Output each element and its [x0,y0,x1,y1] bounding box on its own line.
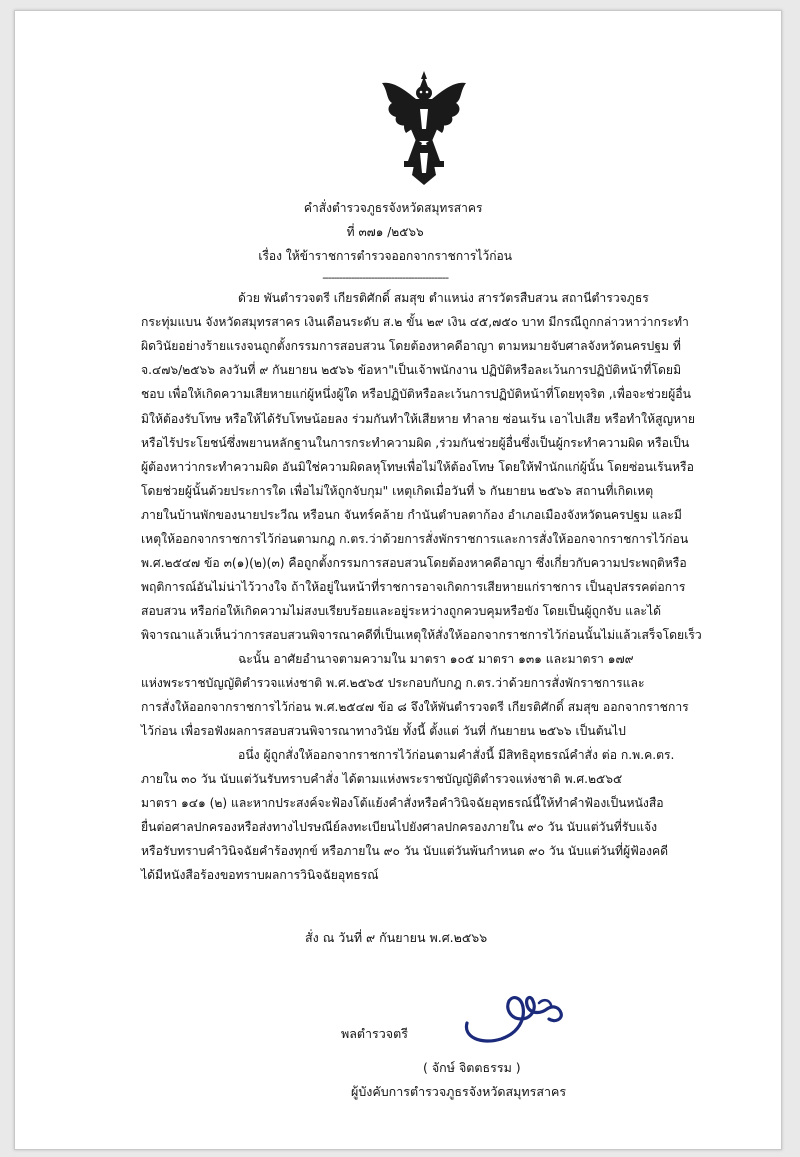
body-line: ไว้ก่อน เพื่อรอฟังผลการสอบสวนพิจารณาทางวินัย ทั้งนี้ ตั้งแต่ วันที่ กันยายน ๒๕๖๖ เป็นต้นไป [141,724,626,738]
body-line: แห่งพระราชบัญญัติตำรวจแห่งชาติ พ.ศ.๒๕๖๕ ประกอบกับกฎ ก.ตร.ว่าด้วยการสั่งพักราชการและ [141,676,645,690]
body-line: อนึ่ง ผู้ถูกสั่งให้ออกจากราชการไว้ก่อนตามคำสั่งนี้ มีสิทธิอุทธรณ์คำสั่ง ต่อ ก.พ.ค.ตร. [238,748,675,762]
body-line: มิให้ต้องรับโทษ หรือให้ได้รับโทษน้อยลง ร่วมกันทำให้เสียหาย ทำลาย ซ่อนเร้น เอาไปเสีย หรือทำให้สูญหาย [141,412,695,426]
body-line: เหตุให้ออกจากราชการไว้ก่อนตามกฎ ก.ตร.ว่าด้วยการสั่งพักราชการและการสั่งให้ออกจากราชการไว้ก่อน [141,532,689,546]
body-line: โดยช่วยผู้นั้นด้วยประการใด เพื่อไม่ให้ถูกจับกุม" เหตุเกิดเมื่อวันที่ ๖ กันยายน ๒๕๖๖ สถานที่เกิดเหตุ [141,484,654,498]
signer-rank: พลตำรวจตรี [341,1026,408,1041]
body-line: ได้มีหนังสือร้องขอทราบผลการวินิจฉัยอุทธรณ์ [141,868,379,882]
document-page [14,10,782,1150]
signer-position: ผู้บังคับการตำรวจภูธรจังหวัดสมุทรสาคร [351,1084,567,1099]
garuda-emblem-icon [378,69,470,189]
body-line: จ.๔๗๖/๒๕๖๖ ลงวันที่ ๙ กันยายน ๒๕๖๖ ข้อหา"เป็นเจ้าพนักงาน ปฏิบัติหรือละเว้นการปฏิบัติหน้าที่โดยมิ [141,363,682,377]
body-line: ผู้ต้องหาว่ากระทำความผิด อันมิใช่ความผิดลหุโทษเพื่อไม่ให้ต้องโทษ โดยให้พำนักแก่ผู้นั้น โดยซ่อนเร้นหรือ [141,460,694,474]
body-line: ภายใน ๓๐ วัน นับแต่วันรับทราบคำสั่ง ได้ตามแห่งพระราชบัญญัติตำรวจแห่งชาติ พ.ศ.๒๕๖๕ [141,772,623,786]
body-line: ผิดวินัยอย่างร้ายแรงจนถูกตั้งกรรมการสอบสวน โดยต้องหาคดีอาญา ตามหมายจับศาลจังหวัดนครปฐม ที่ [141,339,681,353]
body-line: ยื่นต่อศาลปกครองหรือส่งทางไปรษณีย์ลงทะเบียนไปยังศาลปกครองภายใน ๙๐ วัน นับแต่วันที่รับแจ้ง [141,820,658,834]
order-subject: เรื่อง ให้ข้าราชการตำรวจออกจากราชการไว้ก่อน [258,248,513,263]
handwritten-signature-icon [461,989,567,1047]
body-line: พิจารณาแล้วเห็นว่าการสอบสวนพิจารณาคดีที่เป็นเหตุให้สั่งให้ออกจากราชการไว้ก่อนนั้นไม่แล้วเสร็จโดยเร็ว [141,628,702,642]
order-title: คำสั่งตำรวจภูธรจังหวัดสมุทรสาคร [303,200,483,215]
body-line: กระทุ่มแบน จังหวัดสมุทรสาคร เงินเดือนระดับ ส.๒ ขั้น ๒๙ เงิน ๔๕,๗๕๐ บาท มีกรณีถูกกล่าวหาว่ากระทำ [141,315,689,329]
body-line: หรือไร้ประโยชน์ซึ่งพยานหลักฐานในการกระทำความผิด ,ร่วมกันช่วยผู้อื่นซึ่งเป็นผู้กระทำความผิด หรือเป็น [141,436,690,450]
body-line: สอบสวน หรือก่อให้เกิดความไม่สงบเรียบร้อยและอยู่ระหว่างถูกควบคุมหรือขัง โดยเป็นผู้ถูกจับ และได้ [141,604,662,618]
body-line: ฉะนั้น อาศัยอำนาจตามความใน มาตรา ๑๐๕ มาตรา ๑๓๑ และมาตรา ๑๗๙ [238,652,634,666]
order-date: สั่ง ณ วันที่ ๙ กันยายน พ.ศ.๒๕๖๖ [305,930,488,945]
body-line: พฤติการณ์อันไม่น่าไว้วางใจ ถ้าให้อยู่ในหน้าที่ราชการอาจเกิดการเสียหายแก่ราชการ เป็นอุปสรรคต่อการ [141,580,686,594]
body-line: ชอบ เพื่อให้เกิดความเสียหายแก่ผู้หนึ่งผู้ใด หรือปฏิบัติหรือละเว้นการปฏิบัติหน้าที่โดยทุจริต ,เพื่อจะช่วยผู้อื่น [141,387,691,401]
body-line: หรือรับทราบคำวินิจฉัยคำร้องทุกข์ หรือภายใน ๙๐ วัน นับแต่วันพ้นกำหนด ๙๐ วัน นับแต่วันที่ผู้ฟ้องคดี [141,844,669,858]
body-line: ด้วย พันตำรวจตรี เกียรติศักดิ์ สมสุข ตำแหน่ง สารวัตรสืบสวน สถานีตำรวจภูธร [238,291,649,305]
signer-name: ( จักษ์ จิตตธรรม ) [423,1060,521,1075]
body-line: ภายในบ้านพักของนายประวีณ หรือนก จันทร์คล้าย กำนันตำบลตาก้อง อำเภอเมืองจังหวัดนครปฐม และมี [141,508,682,522]
body-line: พ.ศ.๒๕๔๗ ข้อ ๓(๑)(๒)(๓) คือถูกตั้งกรรมการสอบสวนโดยต้องหาคดีอาญา ซึ่งเกี่ยวกับความประพฤติหรือ [141,556,687,570]
header-divider: -------------------------------------------- [322,271,449,284]
body-line: มาตรา ๑๔๑ (๒) และหากประสงค์จะฟ้องโต้แย้งคำสั่งหรือคำวินิจฉัยอุทธรณ์นี้ให้ทำคำฟ้องเป็นหนังสือ [141,796,664,810]
order-number: ที่ ๓๗๑ /๒๕๖๖ [346,224,424,239]
body-line: การสั่งให้ออกจากราชการไว้ก่อน พ.ศ.๒๕๔๗ ข้อ ๘ จึงให้พันตำรวจตรี เกียรติศักดิ์ สมสุข ออกจากราชการ [141,700,689,714]
